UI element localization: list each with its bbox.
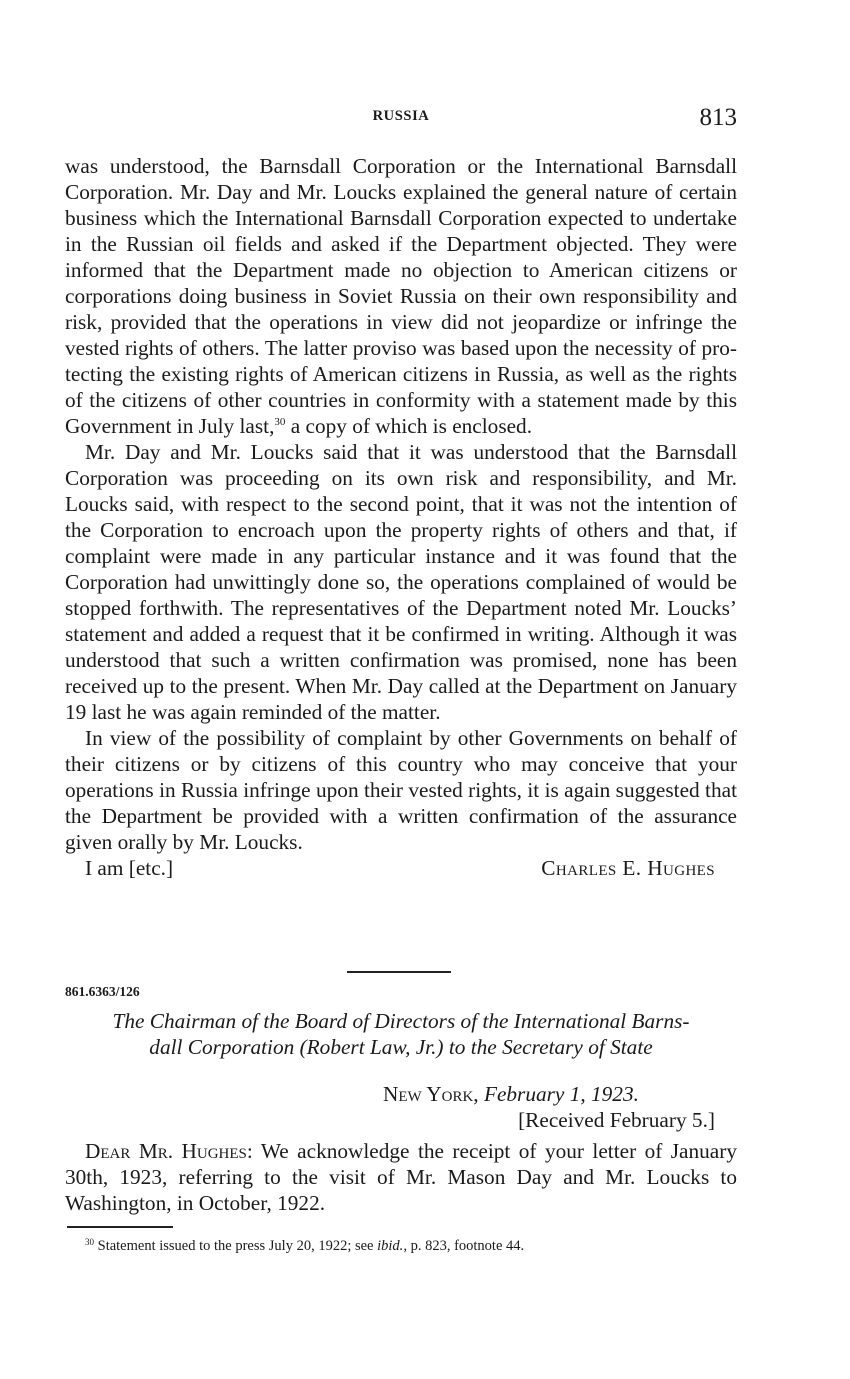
paragraph-1-text: was understood, the Barnsdall Corporation or the International Barnsdall Corporation. Mr. Day and Mr. Loucks explained the general nature of certain business which the International Barnsdall Corporation expected to undertake in the Russian oil fields and asked if the Department objected. They were informed that the Department made no objection to American citizens or corporations doing business in Soviet Russia on their own responsibility and risk, provided that the operations in view did not jeopardize or infringe the vested rights of others. The latter proviso was based upon the necessity of protecting the existing rights of American citizens in Russia, as well as the rights of the citizens of other countries in conformity with a statement made by this Government in July last, — [65, 154, 737, 438]
dateline — [383, 1082, 639, 1107]
body-text — [65, 153, 737, 881]
closing-formula: I am [etc.] — [85, 856, 174, 880]
paragraph-2: Mr. Day and Mr. Loucks said that it was understood that the Barnsdall Corporation was proceeding on its own risk and responsibility, and Mr. Loucks said, with respect to the second point, that it was not the intention of the Corporation to encroach upon the property rights of others and that, if complaint were made in any particular instance and it was found that the Corporation had unwittingly done so, the operations complained of would be stopped forthwith. The representatives of the Department noted Mr. Loucks’ statement and added a request that it be confirmed in writing. Although it was understood that such a written confirmation was promised, none has been received up to the present. When Mr. Day called at the Department on January 19 last he was again reminded of the matter. — [65, 440, 737, 724]
page-number: 813 — [699, 104, 737, 131]
file-number: 861.6363/126 — [65, 984, 140, 999]
footnote-text: Statement issued to the press July 20, 1922; see — [94, 1238, 378, 1254]
letter-paragraph — [65, 1138, 737, 1216]
closing-line — [65, 855, 737, 881]
received-note: [Received February 5.] — [518, 1108, 715, 1132]
letter-body — [65, 1138, 737, 1216]
document-title — [65, 1008, 737, 1060]
footnote — [85, 1238, 524, 1255]
dateline-date: February 1, 1923. — [483, 1082, 639, 1106]
dateline-place: New York, — [383, 1082, 479, 1106]
letter-paragraph-text: We acknowledge the receipt of your letter of January 30th, 1923, referring to the visit of Mr. Mason Day and Mr. Loucks to Washington, in October, 1922. — [65, 1139, 738, 1215]
footnote-number: 30 — [85, 1237, 94, 1247]
section-divider — [347, 971, 451, 973]
paragraph-1-tail: a copy of which is enclosed. — [285, 414, 533, 438]
footnote-text-tail: , p. 823, footnote 44. — [403, 1238, 525, 1254]
footnote-ibid: ibid. — [377, 1238, 404, 1254]
salutation: Dear Mr. Hughes: — [85, 1139, 253, 1163]
running-head: RUSSIA — [372, 108, 430, 124]
signature: Charles E. Hughes — [541, 856, 715, 880]
page-header — [65, 104, 737, 136]
paragraph-1 — [65, 153, 737, 439]
document-title-line-2: dall Corporation (Robert Law, Jr.) to the Secretary of State — [149, 1035, 653, 1059]
footnote-ref[interactable]: 30 — [274, 416, 286, 428]
paragraph-3: In view of the possibility of complaint by other Governments on behalf of their citizens or by citizens of this country who may conceive that your operations in Russia infringe upon their vested rights, it is again suggested that the Department be provided with a written confirmation of the assurance given orally by Mr. Loucks. — [65, 726, 737, 854]
document-title-line-1: The Chairman of the Board of Directors of the International Barns- — [112, 1009, 690, 1033]
footnote-divider — [67, 1226, 173, 1228]
